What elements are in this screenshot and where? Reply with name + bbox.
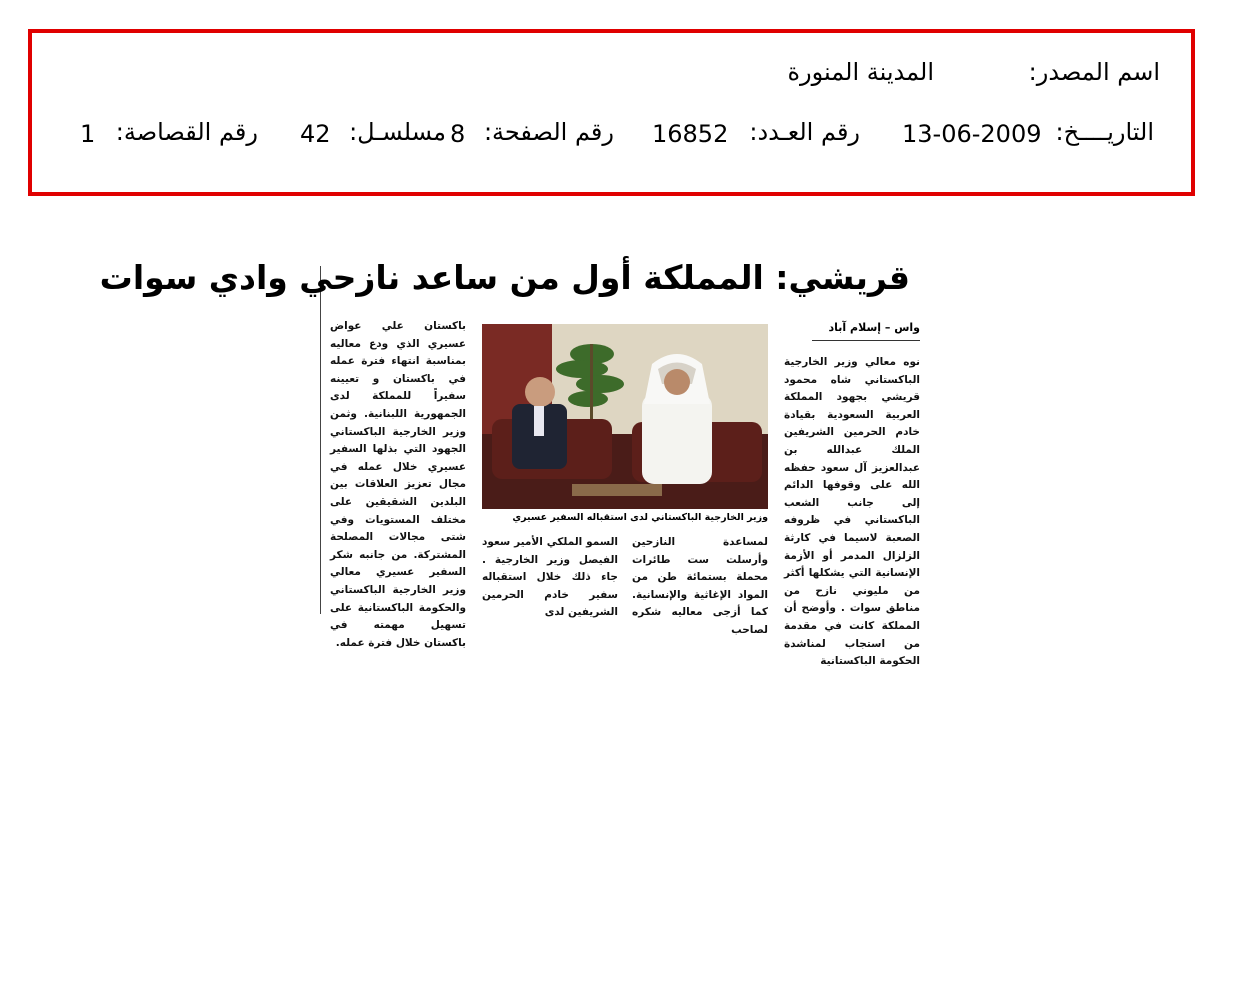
photo-caption: وزير الخارجية الباكستاني لدى استقباله السفير عسيري: [512, 512, 768, 523]
article-photo: [482, 324, 768, 509]
page-label: رقم الصفحة:: [483, 118, 614, 146]
article-column-2-text: لمساعدة النازحين وأرسلت ست طائرات محملة بستمائة طن من المواد الإغاثية والإنسانية. كما أزجى معاليه شكره لصاحب: [632, 536, 768, 636]
article-column-1: [784, 354, 920, 668]
date-value: 13-06-2009: [902, 120, 1042, 148]
article-column-1-text: نوه معالي وزير الخارجية الباكستاني شاه محمود قريشي بجهود المملكة العربية السعودية بقيادة خادم الحرمين الشريفين الملك عبدالله بن عبدالعزيز آل سعود حفظه الله على وقوفها الدائم إلى جانب الشعب الباكستاني في ظروفه الصعبة لاسيما في كارثة الزلزال المدمر أو الأزمة الإنسانية التي يشكلها أكثر من مليوني نازح من مناطق سوات . وأوضح أن المملكة كانت في مقدمة من استجاب لمناشدة الحكومة الباكستانية: [784, 356, 920, 668]
page-value: 8: [450, 120, 466, 148]
article-column-3: [482, 534, 618, 619]
column-divider: [320, 266, 321, 614]
article-column-2: [632, 534, 768, 636]
clipping-metadata-box: [28, 29, 1195, 196]
article-column-4: [330, 318, 466, 649]
clip-label: رقم القصاصة:: [115, 118, 258, 146]
source-value: المدينة المنورة: [787, 58, 934, 86]
source-label: اسم المصدر:: [1028, 58, 1160, 86]
clip-value: 1: [80, 120, 96, 148]
article-byline: واس – إسلام آباد: [828, 321, 920, 334]
serial-label: مسلسـل:: [349, 118, 446, 146]
date-label: التاريــــخ:: [1055, 118, 1154, 146]
serial-value: 42: [300, 120, 331, 148]
article-headline: قريشي: المملكة أول من ساعد نازحي وادي سوات: [99, 258, 910, 297]
byline-rule: [812, 340, 920, 341]
article-column-3-text: السمو الملكي الأمير سعود الفيصل وزير الخارجية . جاء ذلك خلال استقباله سفير خادم الحرمين الشريفين لدى: [482, 536, 618, 619]
issue-value: 16852: [652, 120, 729, 148]
issue-label: رقم العـدد:: [749, 118, 860, 146]
photo-illustration: [482, 324, 768, 509]
article-column-4-text: باكستان علي عواض عسيري الذي ودع معاليه بمناسبة انتهاء فترة عمله في باكستان و تعيينه سفيراً للمملكة لدى الجمهورية اللبنانية. وثمن وزير الخارجية الباكستاني الجهود التي بذلها السفير عسيري خلال عمله في مجال تعزيز العلاقات بين البلدين الشقيقين على مختلف المستويات وفي شتى مجالات المصلحة المشتركة. من جانبه شكر السفير عسيري معالي وزير الخارجية الباكستاني والحكومة الباكستانية على تسهيل مهمته في باكستان خلال فترة عمله.: [330, 320, 466, 649]
